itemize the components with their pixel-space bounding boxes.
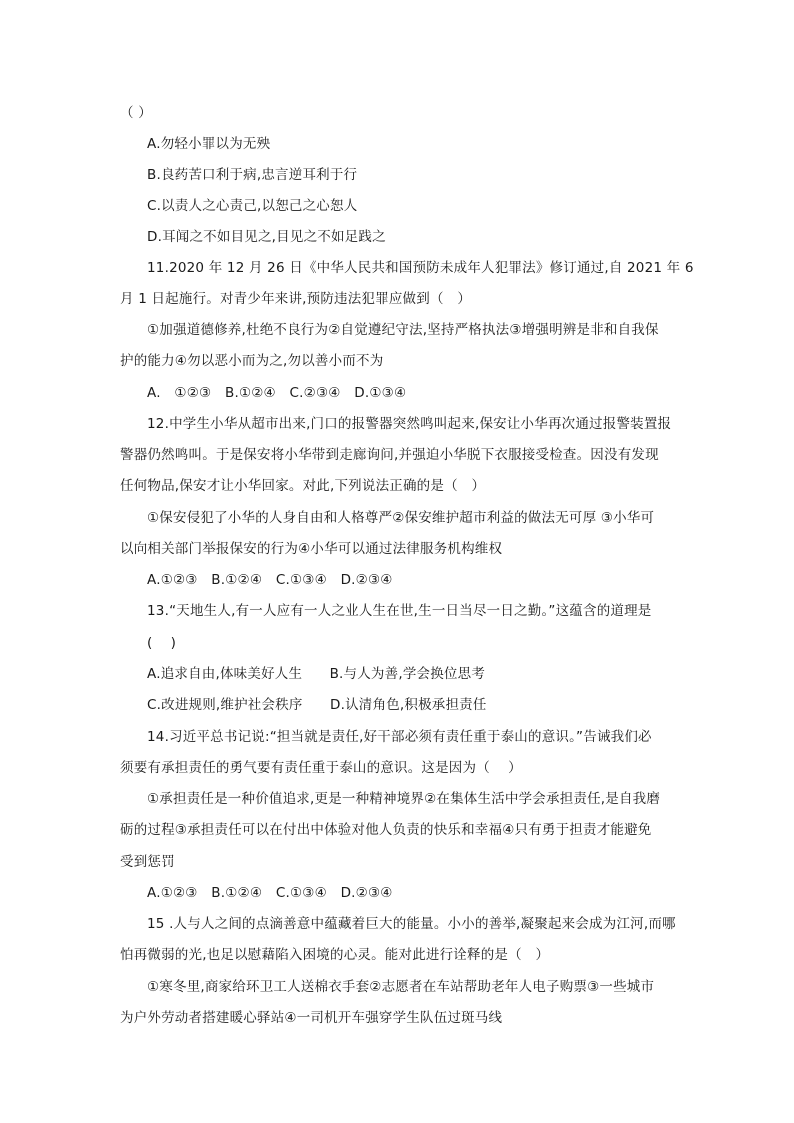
q12-options: A.①②③ B.①②④ C.①③④ D.②③④: [147, 572, 393, 588]
q11-items-line1: ①加强道德修养,杜绝不良行为②自觉遵纪守法,坚持严格执法③增强明辨是非和自我保: [147, 322, 659, 338]
q12-items-line1: ①保安侵犯了小华的人身自由和人格尊严②保安维护超市利益的做法无可厚 ③小华可: [147, 510, 655, 526]
q15-stem-line1: 15 .人与人之间的点滴善意中蕴藏着巨大的能量。小小的善举,凝聚起来会成为江河,而哪: [147, 916, 676, 932]
q12-stem-line3: 任何物品,保安才让小华回家。对此,下列说法正确的是（ ）: [120, 478, 486, 494]
q13-options-cd: C.改进规则,维护社会秩序 D.认清角色,积极承担责任: [147, 697, 487, 713]
q11-stem-line2: 月 1 日起施行。对青少年来讲,预防违法犯罪应做到（ ）: [120, 291, 472, 307]
q12-stem-line2: 警器仍然鸣叫。于是保安将小华带到走廊询问,并强迫小华脱下衣服接受检查。因没有发现: [120, 447, 659, 463]
q10-option-d: D.耳闻之不如目见之,目见之不如足践之: [147, 229, 386, 245]
q14-items-line3: 受到惩罚: [120, 854, 175, 870]
q14-stem-line1: 14.习近平总书记说:“担当就是责任,好干部必须有责任重于泰山的意识。”告诫我们必: [147, 729, 652, 745]
q11-options: A. ①②③ B.①②④ C.②③④ D.①③④: [147, 385, 407, 401]
q11-items-line2: 护的能力④勿以恶小而为之,勿以善小而不为: [120, 353, 384, 369]
q14-items-line2: 砺的过程③承担责任可以在付出中体验对他人负责的快乐和幸福④只有勇于担责才能避免: [120, 822, 652, 838]
q14-options: A.①②③ B.①②④ C.①③④ D.②③④: [147, 885, 393, 901]
q10-option-a: A.勿轻小罪以为无殃: [147, 136, 271, 152]
q14-stem-line2: 须要有承担责任的勇气要有责任重于泰山的意识。这是因为（ ）: [120, 760, 522, 776]
q15-items-line2: 为户外劳动者搭建暖心驿站④一司机开车强穿学生队伍过斑马线: [120, 1010, 503, 1026]
q10-answer-parentheses: （ ）: [120, 105, 152, 121]
q10-option-b: B.良药苦口利于病,忠言逆耳利于行: [147, 167, 358, 183]
q13-options-ab: A.追求自由,体味美好人生 B.与人为善,学会换位思考: [147, 666, 486, 682]
q12-items-line2: 以向相关部门举报保安的行为④小华可以通过法律服务机构维权: [120, 541, 503, 557]
q15-items-line1: ①寒冬里,商家给环卫工人送棉衣手套②志愿者在车站帮助老年人电子购票③一些城市: [147, 979, 655, 995]
q15-stem-line2: 怕再微弱的光,也足以慰藉陷入困境的心灵。能对此进行诠释的是（ ）: [120, 947, 550, 963]
q10-option-c: C.以责人之心责己,以恕己之心恕人: [147, 198, 358, 214]
q12-stem-line1: 12.中学生小华从超市出来,门口的报警器突然鸣叫起来,保安让小华再次通过报警装置报: [147, 416, 672, 432]
q13-answer-parentheses: ( ): [147, 635, 177, 651]
q13-stem-line1: 13.“天地生人,有一人应有一人之业人生在世,生一日当尽一日之勤。”这蕴含的道理是: [147, 603, 652, 619]
q11-stem-line1: 11.2020 年 12 月 26 日《中华人民共和国预防未成年人犯罪法》修订通过,自 2021 年 6: [147, 260, 694, 276]
q14-items-line1: ①承担责任是一种价值追求,更是一种精神境界②在集体生活中学会承担责任,是自我磨: [147, 791, 661, 807]
